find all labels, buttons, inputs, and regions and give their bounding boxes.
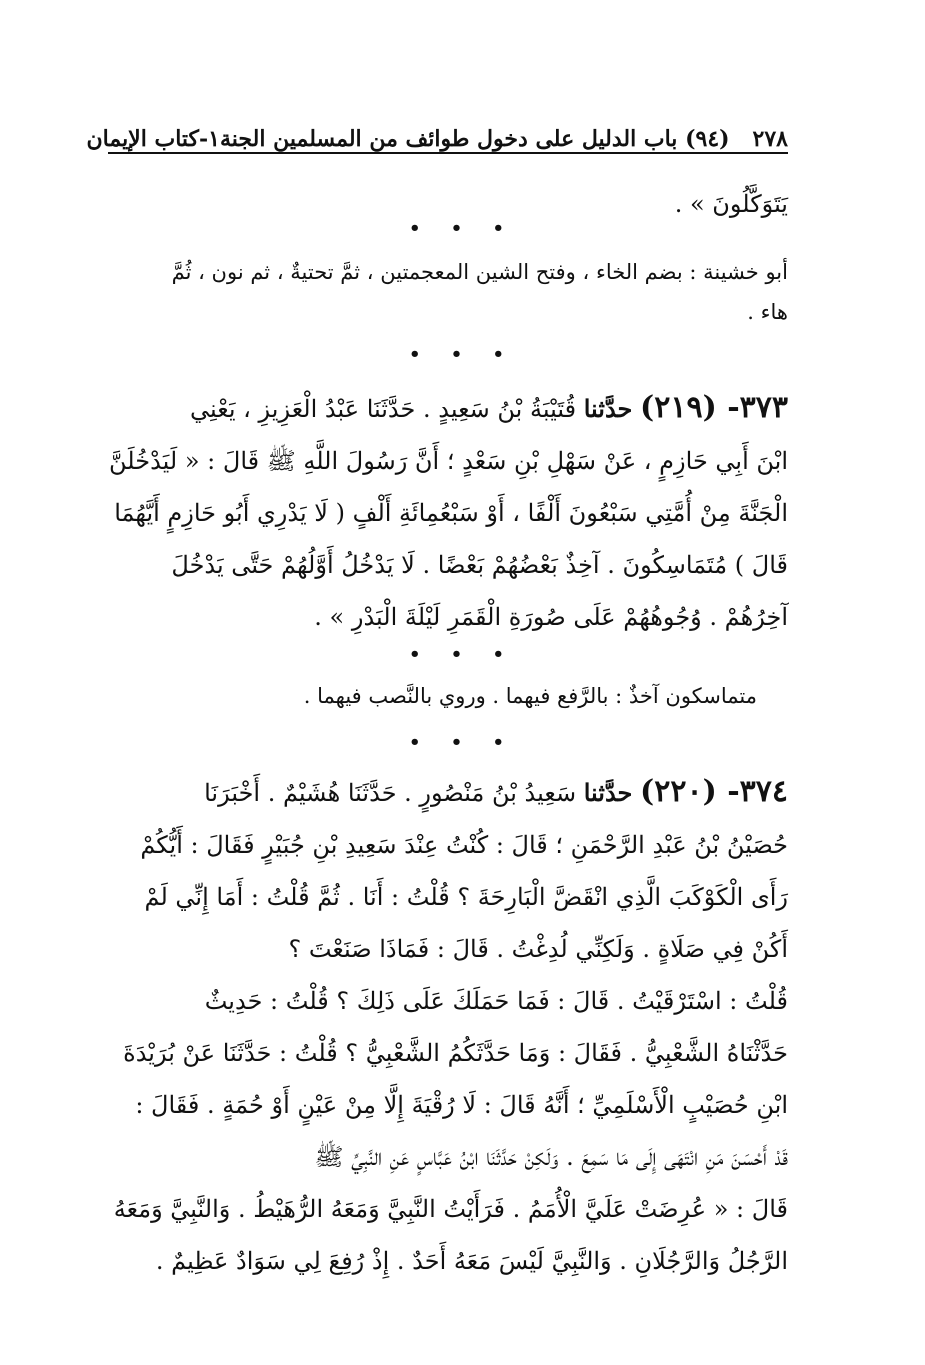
- section-divider: • • •: [408, 344, 517, 365]
- hadith-line: رَأَى الْكَوْكَبَ الَّذِي انْقَضَّ الْبَارِحَةَ ؟ قُلْتُ : أَنَا . ثُمَّ قُلْتُ : أَمَا إِنِّي لَمْ: [144, 883, 788, 911]
- hadith-line: [108, 382, 788, 435]
- hadith-line: قَالَ ) مُتَمَاسِكُونَ . آخِذٌ بَعْضُهُمْ بَعْضًا . لَا يَدْخُلُ أَوَّلُهُمْ حَتَّى يَدْخُلَ: [171, 551, 788, 579]
- section-divider: • • •: [408, 218, 517, 239]
- page-number: ٢٧٨: [752, 126, 788, 152]
- chapter-title: (٩٤) باب الدليل على دخول طوائف من المسلمين الجنة: [220, 126, 730, 152]
- section-divider: • • •: [408, 644, 517, 665]
- note-line: أبو خشينة : بضم الخاء ، وفتح الشين المعجمتين ، ثمَّ تحتيةٌ ، ثم نون ، ثُمَّ: [171, 260, 788, 284]
- hadith-text: سَعِيدُ بْنُ مَنْصُورٍ . حَدَّثَنَا هُشَيْمٌ . أَخْبَرَنَا: [204, 779, 577, 807]
- hadith-line: حَدَّثْنَاهُ الشَّعْبِيُّ . فَقَالَ : وَمَا حَدَّثَكُمُ الشَّعْبِيُّ ؟ قُلْتُ : حَدَّثَنَا عَنْ بُرَيْدَةَ: [123, 1039, 788, 1067]
- hadith-line: أَكُنْ فِي صَلَاةٍ . وَلَكِنِّي لُدِغْتُ . قَالَ : فَمَاذَا صَنَعْتَ ؟: [288, 935, 788, 963]
- hadith-line: آخِرُهُمْ . وُجُوهُهُمْ عَلَى صُورَةِ الْقَمَرِ لَيْلَةَ الْبَدْرِ » .: [314, 603, 788, 631]
- note-abu-khashina: [108, 252, 788, 332]
- note-mutamasikun: متماسكون آخذٌ : بالرَّفع فيهما . وروي بالنَّصب فيهما .: [303, 684, 757, 708]
- haddathana-label: حدَّثنا: [583, 778, 633, 807]
- book-title: ١-كتاب الإيمان: [86, 126, 220, 152]
- hadith-374: [108, 766, 788, 1287]
- hadith-number: ٣٧٣- (٢١٩): [640, 390, 788, 425]
- hadith-number: ٣٧٤- (٢٢٠): [640, 774, 788, 809]
- hadith-line: قَالَ : « عُرِضَتْ عَلَيَّ الْأُمَمُ . فَرَأَيْتُ النَّبِيَّ وَمَعَهُ الرُّهَيْطُ . وَالنَّبِيَّ وَمَعَهُ: [113, 1195, 788, 1223]
- hadith-text: قُتَيْبَةُ بْنُ سَعِيدٍ . حَدَّثَنَا عَبْدُ الْعَزِيزِ ، يَعْنِي: [190, 395, 577, 423]
- running-header: [86, 112, 788, 154]
- hadith-line: الرَّجُلُ وَالرَّجُلَانِ . وَالنَّبِيَّ لَيْسَ مَعَهُ أَحَدٌ . إِذْ رُفِعَ لِي سَوَادٌ عَظِيمٌ .: [155, 1247, 788, 1275]
- section-divider: • • •: [408, 732, 517, 753]
- hadith-line: حُصَيْنُ بْنُ عَبْدِ الرَّحْمَنِ ؛ قَالَ : كُنْتُ عِنْدَ سَعِيدِ بْنِ جُبَيْرٍ فَقَالَ : أَيُّكُمْ: [140, 831, 788, 859]
- header-page-and-chapter: [220, 126, 788, 152]
- hadith-line: [108, 766, 788, 819]
- hadith-line: ابْنَ أَبِي حَازِمٍ ، عَنْ سَهْلِ بْنِ سَعْدٍ ؛ أَنَّ رَسُولَ اللَّهِ ﷺ قَالَ : « لَيَدْخُلَنَّ: [109, 447, 788, 475]
- hadith-line: الْجَنَّةَ مِنْ أُمَّتِي سَبْعُونَ أَلْفًا ، أَوْ سَبْعُمِائَةِ أَلْفٍ ( لَا يَدْرِي أَبُو حَازِمٍ أَيَّهُمَا: [114, 499, 788, 527]
- hadith-373: [108, 382, 788, 643]
- hadith-line: قُلْتُ : اسْتَرْقَيْتُ . قَالَ : فَمَا حَمَلَكَ عَلَى ذَلِكَ ؟ قُلْتُ : حَدِيثٌ: [204, 987, 788, 1015]
- hadith-line: قَدْ أَحْسَنَ مَنِ انْتَهَى إِلَى مَا سَمِعَ . وَلَكِنْ حَدَّثَنَا ابْنُ عَبَّاسٍ عَنِ النَّبِيِّ ﷺ: [314, 1143, 788, 1171]
- continuation-line: يَتَوَكَّلُونَ » .: [674, 190, 788, 218]
- haddathana-label: حدَّثنا: [583, 394, 633, 423]
- hadith-line: ابْنِ حُصَيْبٍ الْأَسْلَمِيِّ ؛ أَنَّهُ قَالَ : لَا رُقْيَةَ إِلَّا مِنْ عَيْنٍ أَوْ حُمَةٍ . فَقَالَ :: [135, 1091, 788, 1119]
- note-line: هاء .: [747, 300, 788, 324]
